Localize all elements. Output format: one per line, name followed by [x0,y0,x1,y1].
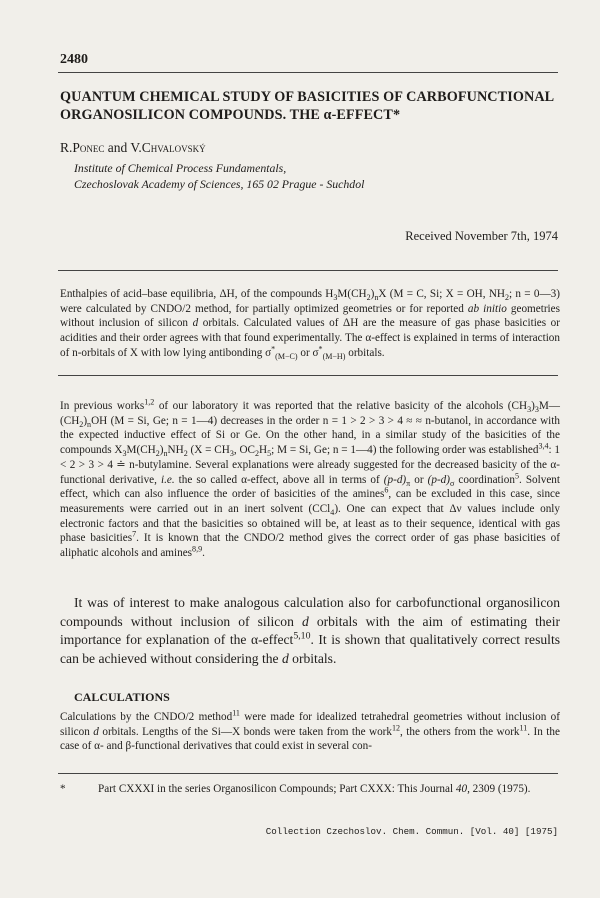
abstract-top-rule [58,270,558,271]
abstract-bottom-rule [58,375,558,376]
article-title: QUANTUM CHEMICAL STUDY OF BASICITIES OF CARBOFUNCTIONAL ORGANOSILICON COMPOUNDS. THE α-EFFECT* [60,89,554,123]
calculations-paragraph: Calculations by the CNDO/2 method$^{11}$ were made for idealized tetrahedral geometries without inclusion of silicon d orbitals. Lengths of the Si—X bonds were taken from the work$^{12}$, the others from the work$^{11}$. In the case of α- and β-functional derivatives that could exist in several con- [60,708,560,753]
header-rule [58,72,558,73]
footnote-rule [58,773,558,774]
journal-citation-footer: Collection Czechoslov. Chem. Commun. [Vol. 40] [1975] [265,826,558,837]
author-1-initial: R. [60,140,73,155]
intro-paragraph: In previous works$^{1,2}$ of our laboratory it was reported that the relative basicity of the alcohols $(CH_3)_3M—(CH_2)_nOH$ (M = Si, Ge; n = 1—4) decreases in the order n = 1 > 2 > 3 > 4 ≈ ≈ n-butanol, in accordance with the expected inductive effect of Si or Ge. On the other hand, in a similar study of the basicities of the compounds $X_3M(CH_2)_nNH_2$ ($X = CH_3$, $OC_2H_5$; M = Si, Ge; n = 1—4) the following order was established$^{3,4}$: 1 < 2 > 3 > 4 ≐ n-butylamine. Several explanations were already suggested for the decreased basicity of the α-functional derivative, i.e. the so called α-effect, above all in terms of $(p-d)_\pi$ or $(p-d)_\sigma$ coordination$^5$. Solvent effect, which can also influence the order of basicities of the amines$^6$, can be excluded in this case, since measurements were carried out in an inert solvent (CCl$_4$). One can expect that Δν values include only electronic factors and that the basicities so obtained will be, at least as to their sequence, identical with gas phase basicities$^7$. It is known that the CNDO/2 method gives the correct order of gas phase basicities of aliphatic alcohols and amines$^{8,9}$. [60,397,561,560]
affiliation-line-2: Czechoslovak Academy of Sciences, 165 02 Prague - Suchdol [74,177,365,191]
section-heading-calculations: CALCULATIONS [74,690,170,704]
authors-conjunction: and [104,140,131,155]
aim-paragraph: It was of interest to make analogous calculation also for carbofunctional organosilicon compounds without inclusion of silicon d orbitals with the aim of estimating their importance for explanation of the α-effect$^{5,10}$. It is shown that qualitatively correct results can be achieved without considering the d orbitals. [60,595,561,666]
author-2-initial: V. [130,140,142,155]
footnote-marker: * [60,783,66,795]
page-number: 2480 [60,52,88,67]
received-date: Received November 7th, 1974 [405,229,558,243]
affiliation [74,160,364,192]
abstract: Enthalpies of acid–base equilibria, ΔH, of the compounds $H_3M(CH_2)_nX$ (M = C, Si; X = OH, $NH_2$; n = 0—3) were calculated by CNDO/2 method, for partially optimized geometries or for reported ab initio geometries without inclusion of silicon d orbitals. Calculated values of ΔH are the measure of gas phase basicities or acidities and their order agrees with that found experimentally. The α-effect is explained in terms of interaction of n-orbitals of X with low lying antibonding $\sigma^*_{(M-C)}$ or $\sigma^*_{(M-H)}$ orbitals. [60,288,560,362]
authors [60,140,206,156]
affiliation-line-1: Institute of Chemical Process Fundamentals, [74,161,287,175]
author-2-name: Chvalovský [141,140,206,155]
footnote: * Part CXXXI in the series Organosilicon Compounds; Part CXXX: This Journal 40, 2309 (1975). [60,783,531,795]
author-1-name: Ponec [72,140,105,155]
